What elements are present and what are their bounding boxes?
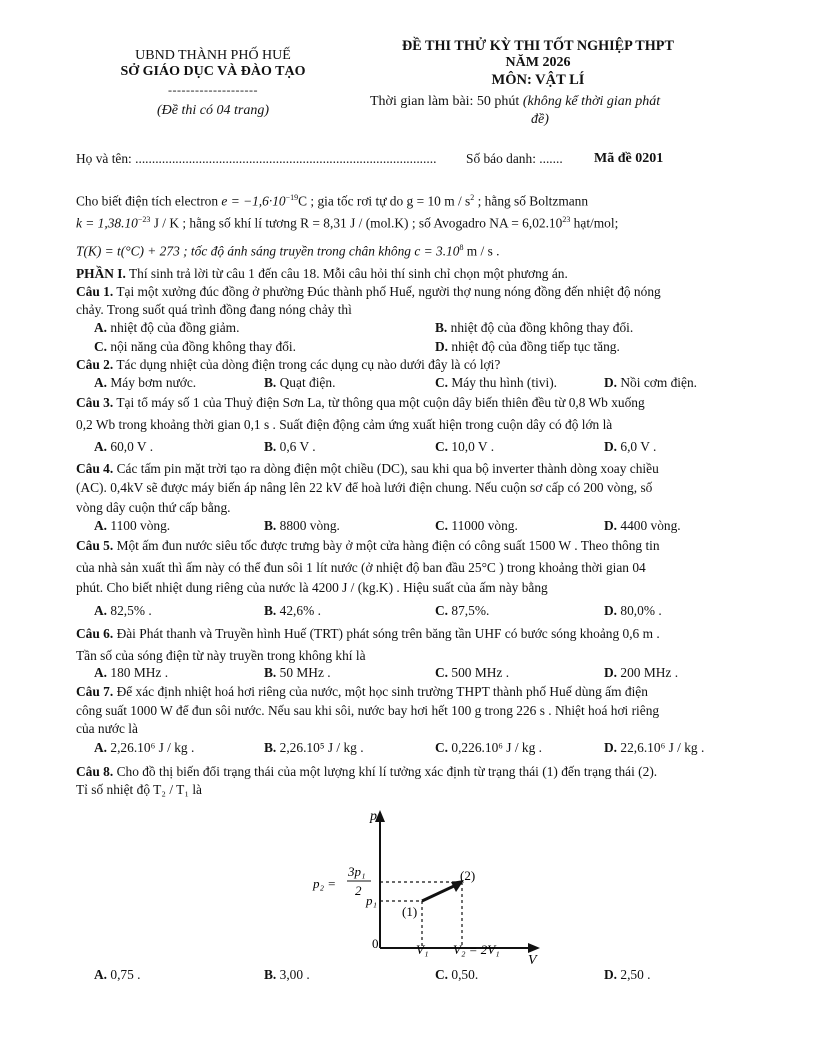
option-letter: B. bbox=[264, 439, 277, 454]
question-text: Cho đồ thị biến đổi trạng thái của một lượng khí lí tưởng xác định từ trạng thái (1) đến trạng thái (2). bbox=[113, 764, 658, 779]
state-1-label: (1) bbox=[402, 904, 418, 919]
question-6-stem bbox=[76, 626, 660, 642]
question-number: Câu 5. bbox=[76, 538, 114, 553]
option-text: Máy thu hình (tivi). bbox=[451, 375, 558, 390]
option-text: Nồi cơm điện. bbox=[620, 375, 698, 390]
constants-line-1 bbox=[76, 190, 588, 209]
question-8-stem-2: Tỉ số nhiệt độ T₂ / T₁ là bbox=[76, 782, 203, 797]
constants-line-3 bbox=[76, 240, 500, 259]
exam-subject: MÔN: VẬT LÍ bbox=[491, 72, 585, 88]
constants-temp-light: T(K) = t(°C) + 273 ; tốc độ ánh sáng truyền trong chân không c = 3.10 bbox=[76, 243, 460, 259]
constants-gas-avogadro: J / K ; hằng số khí lí tương R = 8,31 J / (mol.K) ; số Avogadro NA = 6,02.10 bbox=[150, 215, 563, 231]
q6-option-d[interactable] bbox=[604, 665, 678, 681]
option-letter: C. bbox=[435, 967, 449, 982]
option-text: 0,226.10⁶ J / kg . bbox=[451, 740, 542, 755]
q1-option-d[interactable] bbox=[435, 339, 620, 355]
option-letter: D. bbox=[604, 518, 618, 533]
p1-label: p₁ bbox=[366, 893, 378, 908]
question-4-stem bbox=[76, 461, 659, 477]
option-letter: B. bbox=[264, 518, 277, 533]
option-letter: D. bbox=[604, 439, 618, 454]
q4-option-c[interactable] bbox=[435, 518, 518, 534]
question-number: Câu 7. bbox=[76, 684, 114, 699]
constants-exp: −23 bbox=[137, 215, 151, 224]
q3-option-c[interactable] bbox=[435, 439, 494, 455]
option-letter: A. bbox=[94, 665, 108, 680]
constants-exp: −19 bbox=[285, 193, 299, 202]
question-text: Tại một xưởng đúc đồng ở phường Đúc thành phố Huế, người thợ nung nóng đồng đến nhiệt độ nóng bbox=[113, 284, 661, 299]
question-text: Tại tổ máy số 1 của Thuỷ điện Sơn La, từ thông qua một cuộn dây biến thiên đều từ 0,8 Wb xuống bbox=[113, 395, 645, 410]
q8-option-b[interactable] bbox=[264, 967, 310, 983]
header-left-dashes: -------------------- bbox=[168, 83, 258, 97]
question-6-stem-2: Tần số của sóng điện từ này truyền trong không khí là bbox=[76, 648, 366, 663]
constants-exp: 2 bbox=[470, 193, 475, 202]
q5-option-c[interactable] bbox=[435, 603, 489, 619]
header-pages-note: (Đề thi có 04 trang) bbox=[157, 103, 269, 118]
state-2-label: (2) bbox=[460, 868, 476, 883]
option-letter: D. bbox=[604, 967, 618, 982]
question-number: Câu 6. bbox=[76, 626, 114, 641]
constants-exp: 8 bbox=[459, 243, 464, 252]
option-text: 500 MHz . bbox=[451, 665, 510, 680]
exam-time-note: (không kể thời gian phát bbox=[522, 94, 661, 109]
part1-text: Thí sinh trả lời từ câu 1 đến câu 18. Mỗi câu hỏi thí sinh chỉ chọn một phương án. bbox=[125, 266, 568, 281]
option-text: 0,75 . bbox=[110, 967, 141, 982]
option-text: 10,0 V . bbox=[451, 439, 495, 454]
option-letter: A. bbox=[94, 320, 108, 335]
question-5-stem-3: phút. Cho biết nhiệt dung riêng của nước là 4200 J / (kg.K) . Hiệu suất của ấm này bằng bbox=[76, 580, 548, 595]
q7-option-d[interactable] bbox=[604, 740, 704, 756]
q2-option-d[interactable] bbox=[604, 375, 697, 391]
question-5-stem-2: của nhà sản xuất thì ấm này có thể đun sôi 1 lít nước (ở nhiệt độ ban đầu 25°C ) trong khoảng thời gian 04 bbox=[76, 560, 646, 575]
q4-option-a[interactable] bbox=[94, 518, 170, 534]
part1-instruction bbox=[76, 266, 568, 282]
option-text: 87,5%. bbox=[451, 603, 490, 618]
exam-time-text: Thời gian làm bài: 50 phút bbox=[370, 94, 520, 109]
q8-option-c[interactable] bbox=[435, 967, 478, 983]
q2-option-b[interactable] bbox=[264, 375, 335, 391]
v1-label: V₁ bbox=[416, 942, 429, 957]
constants-boltzmann-label: ; hằng số Boltzmann bbox=[474, 193, 589, 209]
option-letter: B. bbox=[264, 967, 277, 982]
option-text: Quạt điện. bbox=[279, 375, 336, 390]
option-letter: C. bbox=[435, 603, 449, 618]
q1-option-c[interactable] bbox=[94, 339, 296, 355]
option-letter: B. bbox=[264, 665, 277, 680]
question-text: Để xác định nhiệt hoá hơi riêng của nước, một học sinh trường THPT thành phố Huế dùng ấm điện bbox=[113, 684, 648, 699]
q2-option-a[interactable] bbox=[94, 375, 196, 391]
option-text: 1100 vòng. bbox=[110, 518, 171, 533]
question-number: Câu 2. bbox=[76, 357, 114, 372]
header-left-line2: SỞ GIÁO DỤC VÀ ĐÀO TẠO bbox=[120, 64, 306, 79]
process-line bbox=[422, 886, 454, 901]
q3-option-b[interactable] bbox=[264, 439, 316, 455]
q3-option-a[interactable] bbox=[94, 439, 153, 455]
question-3-stem-2: 0,2 Wb trong khoảng thời gian 0,1 s . Suất điện động cảm ứng xuất hiện trong cuộn dây có độ lớn là bbox=[76, 417, 613, 432]
question-text: Các tấm pin mặt trời tạo ra dòng điện một chiều (DC), sau khi qua bộ inverter thành dòng xoay chiều bbox=[113, 461, 659, 476]
p2-numerator: 3p₁ bbox=[348, 864, 366, 879]
question-7-stem-3: của nước là bbox=[76, 721, 138, 736]
option-text: nhiệt độ của đồng không thay đổi. bbox=[450, 320, 634, 335]
v-axis-arrow-icon bbox=[528, 943, 540, 953]
option-text: 11000 vòng. bbox=[451, 518, 518, 533]
q4-option-d[interactable] bbox=[604, 518, 681, 534]
option-text: nội năng của đồng không thay đổi. bbox=[110, 339, 296, 354]
constants-line-2 bbox=[76, 212, 618, 231]
option-text: 2,26.10⁶ J / kg . bbox=[110, 740, 195, 755]
option-letter: D. bbox=[435, 339, 449, 354]
question-4-stem-2: (AC). 0,4kV sẽ được máy biến áp nâng lên 22 kV để hoà lưới điện chung. Nếu cuộn sơ cấp có 200 vòng, số bbox=[76, 480, 653, 495]
option-letter: A. bbox=[94, 439, 108, 454]
constants-boltzmann: k = 1,38.10 bbox=[76, 215, 138, 231]
option-text: 60,0 V . bbox=[110, 439, 154, 454]
q1-option-b[interactable] bbox=[435, 320, 633, 336]
option-letter: D. bbox=[604, 375, 618, 390]
q3-option-d[interactable] bbox=[604, 439, 656, 455]
option-letter: D. bbox=[604, 665, 618, 680]
option-text: nhiệt độ của đồng tiếp tục tăng. bbox=[451, 339, 620, 354]
option-text: 2,50 . bbox=[620, 967, 651, 982]
q7-option-c[interactable] bbox=[435, 740, 542, 756]
q5-option-d[interactable] bbox=[604, 603, 662, 619]
option-text: 80,0% . bbox=[620, 603, 662, 618]
q8-option-a[interactable] bbox=[94, 967, 141, 983]
option-text: 8800 vòng. bbox=[279, 518, 340, 533]
option-text: 3,00 . bbox=[279, 967, 310, 982]
option-text: 42,6% . bbox=[279, 603, 321, 618]
origin-label: 0 bbox=[372, 936, 379, 951]
q2-option-c[interactable] bbox=[435, 375, 557, 391]
q7-option-a[interactable] bbox=[94, 740, 194, 756]
exam-code: Mã đề 0201 bbox=[594, 151, 664, 166]
q1-option-a[interactable] bbox=[94, 320, 239, 336]
question-number: Câu 4. bbox=[76, 461, 114, 476]
option-text: 50 MHz . bbox=[279, 665, 331, 680]
option-letter: A. bbox=[94, 740, 108, 755]
part1-title: PHẦN I. bbox=[76, 266, 126, 281]
option-letter: C. bbox=[435, 375, 449, 390]
question-7-stem-2: công suất 1000 W để đun sôi nước. Nếu sau khi sôi, nước bay hơi hết 100 g trong 226 s . Nhiệt hoá hơi riêng bbox=[76, 703, 660, 718]
question-number: Câu 3. bbox=[76, 395, 114, 410]
exam-time-note-end: đề) bbox=[531, 112, 549, 127]
option-text: 180 MHz . bbox=[110, 665, 169, 680]
question-1-stem bbox=[76, 284, 661, 300]
p-axis-label: p bbox=[370, 809, 377, 824]
option-letter: C. bbox=[435, 439, 449, 454]
question-4-stem-3: vòng dây cuộn thứ cấp bằng. bbox=[76, 500, 231, 515]
q4-option-b[interactable] bbox=[264, 518, 340, 534]
q6-option-b[interactable] bbox=[264, 665, 331, 681]
constants-unit: hạt/mol; bbox=[570, 215, 619, 231]
option-letter: D. bbox=[604, 740, 618, 755]
option-letter: C. bbox=[435, 665, 449, 680]
option-text: 82,5% . bbox=[110, 603, 152, 618]
exam-time bbox=[370, 94, 660, 110]
question-7-stem bbox=[76, 684, 648, 700]
exam-title: ĐỀ THI THỬ KỲ THI TỐT NGHIỆP THPT bbox=[402, 38, 674, 54]
option-letter: A. bbox=[94, 603, 108, 618]
question-2-stem bbox=[76, 357, 500, 373]
student-name-field[interactable]: Họ và tên: .......................................................................................... bbox=[76, 151, 437, 166]
option-letter: B. bbox=[435, 320, 448, 335]
question-number: Câu 8. bbox=[76, 764, 114, 779]
option-text: Máy bơm nước. bbox=[110, 375, 197, 390]
constants-electron: e = −1,6·10 bbox=[221, 193, 286, 209]
question-number: Câu 1. bbox=[76, 284, 114, 299]
p2-label: p₂ = bbox=[313, 876, 337, 891]
option-letter: C. bbox=[435, 740, 449, 755]
student-id-field[interactable]: Số báo danh: ....... bbox=[466, 151, 563, 166]
question-text: Một ấm đun nước siêu tốc được trưng bày ở một cửa hàng điện có công suất 1500 W . Theo thông tin bbox=[113, 538, 660, 553]
q6-option-a[interactable] bbox=[94, 665, 168, 681]
option-letter: D. bbox=[604, 603, 618, 618]
option-letter: A. bbox=[94, 375, 108, 390]
option-text: 0,50. bbox=[451, 967, 479, 982]
option-letter: B. bbox=[264, 740, 277, 755]
pv-diagram bbox=[296, 804, 556, 974]
constants-gravity: C ; gia tốc rơi tự do g = 10 m / s bbox=[298, 193, 471, 209]
constants-unit: m / s . bbox=[463, 243, 500, 259]
question-5-stem bbox=[76, 538, 660, 554]
q7-option-b[interactable] bbox=[264, 740, 364, 756]
v2-label: V₂ = 2V₁ bbox=[453, 942, 500, 957]
option-text: nhiệt độ của đồng giảm. bbox=[110, 320, 240, 335]
q5-option-a[interactable] bbox=[94, 603, 152, 619]
question-text: Tác dụng nhiệt của dòng điện trong các dụng cụ nào dưới đây là có lợi? bbox=[113, 357, 501, 372]
q6-option-c[interactable] bbox=[435, 665, 509, 681]
option-text: 200 MHz . bbox=[620, 665, 679, 680]
option-text: 4400 vòng. bbox=[620, 518, 681, 533]
option-text: 2,26.10⁵ J / kg . bbox=[279, 740, 364, 755]
constants-text: Cho biết điện tích electron bbox=[76, 193, 222, 209]
q8-option-d[interactable] bbox=[604, 967, 651, 983]
question-1-stem-2: chảy. Trong suốt quá trình đồng đang nóng chảy thì bbox=[76, 302, 352, 317]
q5-option-b[interactable] bbox=[264, 603, 321, 619]
question-text: Đài Phát thanh và Truyền hình Huế (TRT) phát sóng trên băng tần UHF có bước sóng khoảng 0,6 m . bbox=[113, 626, 660, 641]
option-text: 6,0 V . bbox=[620, 439, 657, 454]
v-axis-label: V bbox=[528, 953, 537, 968]
p2-denominator: 2 bbox=[355, 883, 362, 898]
header-left-line1: UBND THÀNH PHỐ HUẾ bbox=[135, 48, 291, 63]
option-letter: C. bbox=[435, 518, 449, 533]
constants-exp: 23 bbox=[562, 215, 571, 224]
question-8-stem bbox=[76, 764, 657, 780]
question-3-stem bbox=[76, 395, 645, 411]
option-letter: A. bbox=[94, 967, 108, 982]
option-letter: B. bbox=[264, 375, 277, 390]
option-letter: B. bbox=[264, 603, 277, 618]
option-letter: C. bbox=[94, 339, 108, 354]
option-letter: A. bbox=[94, 518, 108, 533]
exam-year: NĂM 2026 bbox=[505, 55, 571, 70]
option-text: 22,6.10⁶ J / kg . bbox=[620, 740, 705, 755]
option-text: 0,6 V . bbox=[279, 439, 316, 454]
